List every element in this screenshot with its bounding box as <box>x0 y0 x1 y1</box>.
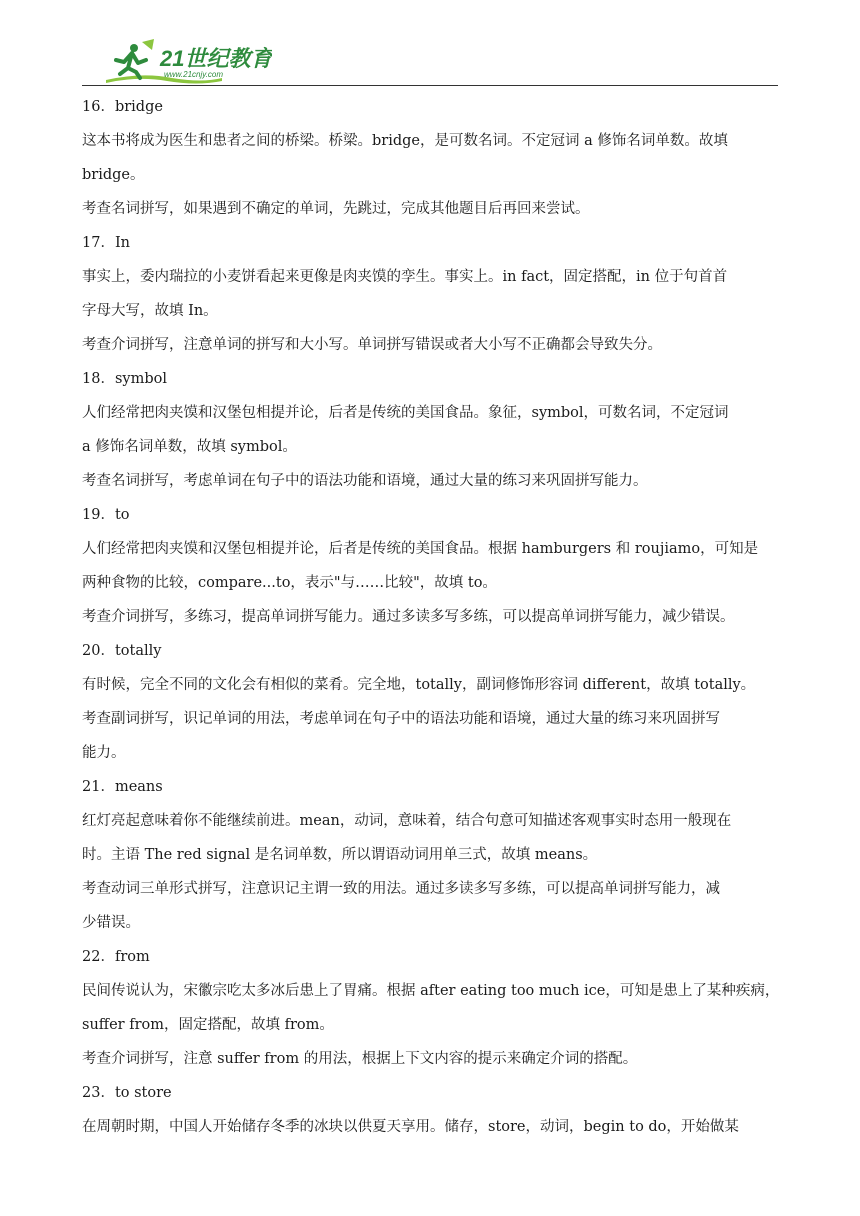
explanation-line: 时。主语 The red signal 是名词单数，所以谓语动词用单三式，故填 means。 <box>82 847 598 863</box>
svg-text:www.21cnjy.com: www.21cnjy.com <box>164 70 223 79</box>
explanation-line: 在周朝时期，中国人开始储存冬季的冰块以供夏天享用。储存，store，动词，begin to do，开始做某 <box>82 1119 739 1135</box>
explanation-line: 能力。 <box>82 745 126 761</box>
answer-item <box>82 1076 782 1144</box>
svg-text:21世纪教育: 21世纪教育 <box>160 46 272 71</box>
answer-heading: 18．symbol <box>82 371 167 387</box>
answer-heading: 16．bridge <box>82 99 163 115</box>
explanation-line: 考查介词拼写，多练习，提高单词拼写能力。通过多读多写多练，可以提高单词拼写能力，减少错误。 <box>82 609 735 625</box>
explanation-line: 两种食物的比较，compare...to，表示"与……比较"，故填 to。 <box>82 575 497 591</box>
answer-heading: 22．from <box>82 949 150 965</box>
explanation-line: 字母大写，故填 In。 <box>82 303 218 319</box>
answer-item <box>82 90 782 226</box>
explanation-line: 考查介词拼写，注意单词的拼写和大小写。单词拼写错误或者大小写不正确都会导致失分。 <box>82 337 662 353</box>
explanation-line: 考查动词三单形式拼写，注意识记主谓一致的用法。通过多读多写多练，可以提高单词拼写能力，减 <box>82 881 720 897</box>
answer-item <box>82 498 782 634</box>
explanation-line: suffer from，固定搭配，故填 from。 <box>82 1017 334 1033</box>
answer-item <box>82 362 782 498</box>
explanation-line: bridge。 <box>82 167 145 183</box>
explanation-line: 人们经常把肉夹馍和汉堡包相提并论，后者是传统的美国食品。象征，symbol，可数名词，不定冠词 <box>82 405 729 421</box>
answer-item <box>82 770 782 940</box>
answer-heading: 21．means <box>82 779 163 795</box>
answer-analysis-section <box>82 90 782 1144</box>
explanation-line: 考查名词拼写，如果遇到不确定的单词，先跳过，完成其他题目后再回来尝试。 <box>82 201 590 217</box>
header-rule <box>82 85 778 86</box>
site-logo <box>102 36 272 86</box>
explanation-line: 事实上，委内瑞拉的小麦饼看起来更像是肉夹馍的孪生。事实上。in fact，固定搭配，in 位于句首首 <box>82 269 728 285</box>
explanation-line: 人们经常把肉夹馍和汉堡包相提并论，后者是传统的美国食品。根据 hamburgers 和 roujiamo，可知是 <box>82 541 759 557</box>
answer-heading: 19．to <box>82 507 130 523</box>
answer-heading: 17．In <box>82 235 131 251</box>
answer-item <box>82 634 782 770</box>
explanation-line: 这本书将成为医生和患者之间的桥梁。桥梁。bridge，是可数名词。不定冠词 a 修饰名词单数。故填 <box>82 133 728 149</box>
answer-heading: 20．totally <box>82 643 162 659</box>
runner-icon <box>116 39 154 78</box>
answer-heading: 23．to store <box>82 1085 172 1101</box>
explanation-line: 考查名词拼写，考虑单词在句子中的语法功能和语境，通过大量的练习来巩固拼写能力。 <box>82 473 648 489</box>
page-header <box>82 36 778 86</box>
answer-item <box>82 226 782 362</box>
explanation-line: a 修饰名词单数，故填 symbol。 <box>82 439 297 455</box>
explanation-line: 考查介词拼写，注意 suffer from 的用法，根据上下文内容的提示来确定介词的搭配。 <box>82 1051 638 1067</box>
explanation-line: 考查副词拼写，识记单词的用法，考虑单词在句子中的语法功能和语境，通过大量的练习来巩固拼写 <box>82 711 720 727</box>
explanation-line: 民间传说认为，宋徽宗吃太多冰后患上了胃痛。根据 after eating too much ice，可知是患上了某种疾病， <box>82 983 780 999</box>
explanation-line: 红灯亮起意味着你不能继续前进。mean，动词，意味着，结合句意可知描述客观事实时态用一般现在 <box>82 813 732 829</box>
answer-item <box>82 940 782 1076</box>
explanation-line: 少错误。 <box>82 915 140 931</box>
explanation-line: 有时候，完全不同的文化会有相似的菜肴。完全地，totally，副词修饰形容词 different，故填 totally。 <box>82 677 756 693</box>
